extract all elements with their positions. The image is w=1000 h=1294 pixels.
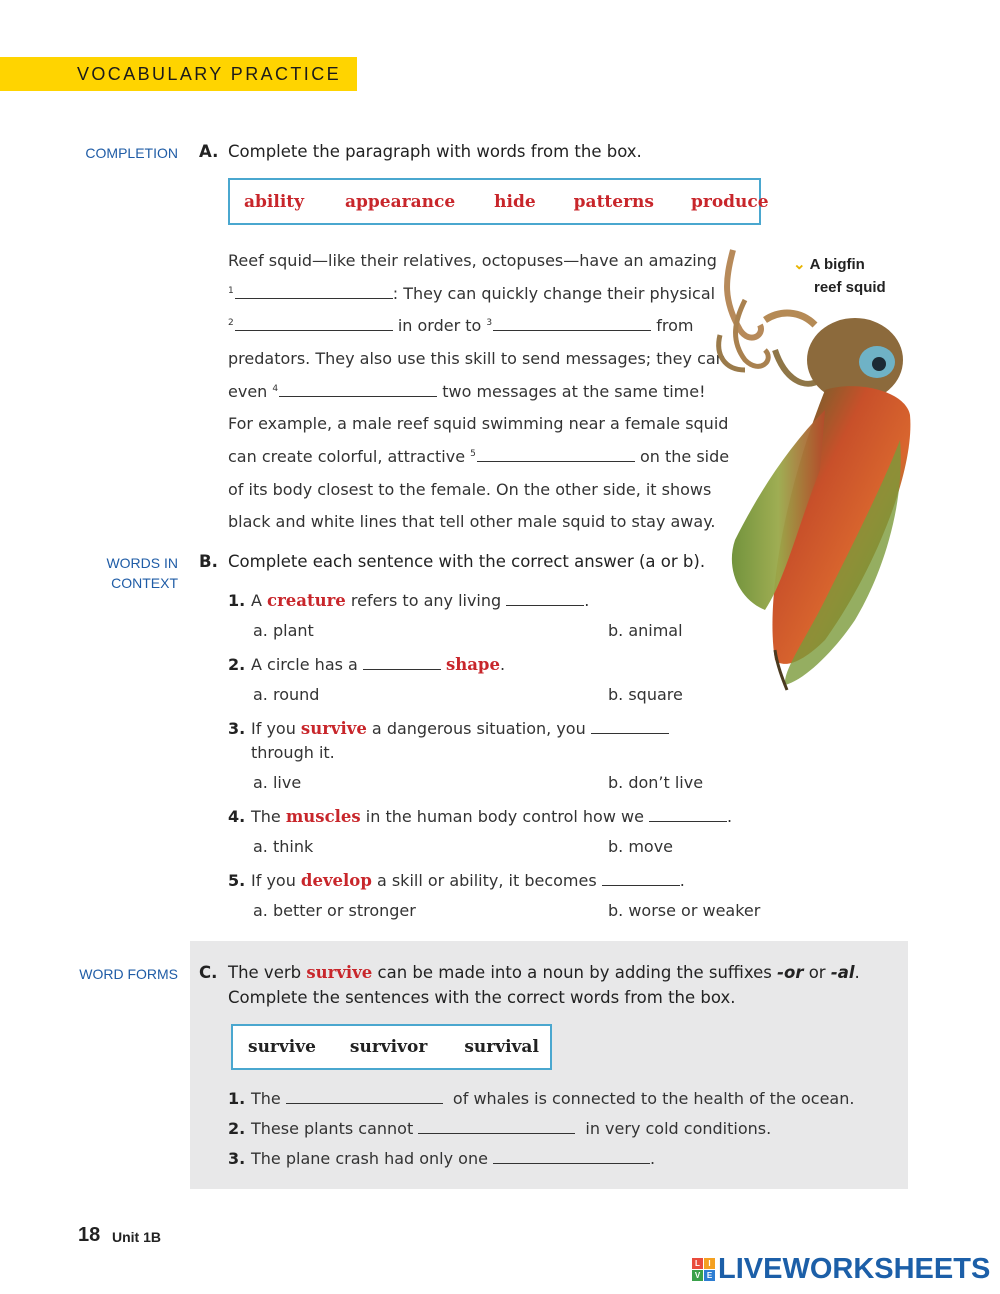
logo-cell: E	[704, 1270, 715, 1281]
sentence-number: 2.	[228, 1119, 246, 1138]
blank-number-1: 1	[228, 286, 234, 296]
paragraph-text: can create colorful, attractive	[228, 447, 471, 466]
question-number: 3.	[228, 719, 246, 738]
paragraph-text: in order to	[392, 316, 487, 335]
question-text: a skill or ability, it becomes	[371, 871, 602, 890]
paragraph-text: even	[228, 382, 273, 401]
blank-number-4: 4	[272, 384, 279, 394]
unit-label: Unit 1B	[112, 1229, 161, 1245]
option-b[interactable]: b. animal	[608, 621, 683, 640]
question-text: refers to any living	[345, 591, 507, 610]
word-produce: produce	[690, 191, 769, 212]
answer-blank[interactable]	[591, 733, 669, 734]
bigfin-squid-image	[705, 240, 915, 695]
answer-blank[interactable]	[602, 885, 680, 886]
option-b[interactable]: b. worse or weaker	[608, 901, 761, 920]
question-3	[228, 719, 669, 738]
word-patterns: patterns	[573, 191, 654, 212]
word-box-c	[231, 1024, 552, 1070]
question-number: 4.	[228, 807, 246, 826]
instruction-text: .	[854, 963, 860, 982]
paragraph-line-6: For example, a male reef squid swimming near a female squid	[228, 414, 729, 433]
side-label-line-1: WORDS IN	[106, 555, 178, 571]
paragraph-line-7	[228, 447, 729, 466]
option-b[interactable]: b. square	[608, 685, 683, 704]
question-text: If you	[251, 719, 301, 738]
sentence-2	[228, 1119, 771, 1138]
sentence-text: of whales is connected to the health of the ocean.	[447, 1089, 855, 1108]
option-a[interactable]: a. plant	[253, 621, 314, 640]
answer-blank[interactable]	[506, 605, 584, 606]
blank-1[interactable]	[235, 298, 393, 299]
side-label-words-in-context	[60, 553, 178, 593]
blank-number-5: 5	[470, 449, 476, 459]
word-box-a	[228, 178, 769, 225]
question-number: 2.	[228, 655, 246, 674]
side-label-line-2: CONTEXT	[111, 575, 178, 591]
section-c-instruction-2: Complete the sentences with the correct words from the box.	[228, 988, 736, 1007]
word-hide: hide	[494, 191, 536, 212]
word-survive: survive	[248, 1037, 316, 1057]
sentence-1	[228, 1089, 854, 1108]
question-1	[228, 591, 589, 610]
question-text: If you	[251, 871, 301, 890]
keyword-muscles: muscles	[285, 807, 361, 826]
chevron-down-icon: ⌄	[793, 256, 806, 273]
instruction-text: can be made into a noun by adding the suffixes	[372, 963, 778, 982]
blank-5[interactable]	[477, 461, 635, 462]
paragraph-line-9: black and white lines that tell other male squid to stay away.	[228, 512, 716, 531]
keyword-shape: shape	[445, 655, 500, 674]
logo-cell: I	[704, 1258, 715, 1269]
question-4	[228, 807, 732, 826]
question-text: .	[679, 871, 685, 890]
blank-2[interactable]	[235, 330, 393, 331]
page-number: 18	[78, 1224, 101, 1246]
answer-blank[interactable]	[493, 1163, 650, 1164]
liveworksheets-logo	[692, 1253, 990, 1286]
paragraph-line-2	[228, 284, 715, 303]
answer-blank[interactable]	[286, 1103, 443, 1104]
question-text: in the human body control how we	[360, 807, 650, 826]
word-appearance: appearance	[345, 191, 456, 212]
answer-blank[interactable]	[363, 669, 441, 670]
option-a[interactable]: a. live	[253, 773, 302, 792]
sentence-text: The plane crash had only one	[251, 1149, 494, 1168]
caption-line-2: reef squid	[814, 279, 886, 296]
section-a-instruction: Complete the paragraph with words from the box.	[228, 142, 642, 161]
keyword-survive: survive	[300, 719, 367, 738]
sentence-number: 1.	[228, 1089, 246, 1108]
logo-text: LIVEWORKSHEETS	[718, 1253, 991, 1285]
paragraph-text: from	[651, 316, 694, 335]
paragraph-line-1: Reef squid—like their relatives, octopuses—have an amazing	[228, 251, 717, 270]
question-text: .	[727, 807, 733, 826]
paragraph-line-4: predators. They also use this skill to send messages; they can	[228, 349, 726, 368]
logo-grid-icon	[692, 1258, 715, 1281]
logo-cell: L	[692, 1258, 703, 1269]
question-text: a dangerous situation, you	[366, 719, 591, 738]
keyword-develop: develop	[300, 871, 372, 890]
section-b-instruction: Complete each sentence with the correct answer (a or b).	[228, 552, 706, 571]
option-a[interactable]: a. better or stronger	[253, 901, 416, 920]
side-label-word-forms: WORD FORMS	[79, 966, 178, 982]
question-text: The	[251, 807, 286, 826]
blank-number-2: 2	[228, 318, 234, 328]
image-caption	[793, 253, 886, 299]
paragraph-line-5	[228, 382, 706, 401]
question-text: A circle has a	[251, 655, 363, 674]
paragraph-line-3	[228, 316, 693, 335]
word-survival: survival	[464, 1037, 539, 1057]
instruction-text: The verb	[228, 963, 307, 982]
section-c-instruction-1	[228, 960, 860, 985]
sentence-text: The	[251, 1089, 286, 1108]
blank-4[interactable]	[279, 396, 437, 397]
paragraph-text: on the side	[634, 447, 730, 466]
question-3-continued: through it.	[251, 743, 335, 762]
sentence-3	[228, 1149, 655, 1168]
answer-blank[interactable]	[649, 821, 727, 822]
question-text: .	[499, 655, 506, 674]
option-b[interactable]: b. don’t live	[608, 773, 704, 792]
word-survivor: survivor	[349, 1037, 428, 1057]
instruction-text: or	[803, 963, 831, 982]
section-banner	[0, 57, 357, 91]
suffix-or: -or	[777, 963, 804, 982]
sentence-text: in very cold conditions.	[580, 1119, 772, 1138]
section-b-letter: B.	[199, 552, 218, 571]
blank-3[interactable]	[493, 330, 651, 331]
question-number: 1.	[228, 591, 246, 610]
option-a[interactable]: a. round	[253, 685, 320, 704]
caption-line-1: A bigfin	[809, 256, 865, 273]
option-a[interactable]: a. think	[253, 837, 314, 856]
banner-title: VOCABULARY PRACTICE	[77, 64, 341, 84]
sentence-text: These plants cannot	[251, 1119, 419, 1138]
answer-blank[interactable]	[418, 1133, 575, 1134]
suffix-al: -al	[830, 963, 855, 982]
side-label-completion: COMPLETION	[85, 145, 178, 161]
paragraph-text: two messages at the same time!	[437, 382, 706, 401]
question-text: A	[251, 591, 268, 610]
section-a-letter: A.	[199, 142, 219, 161]
keyword-survive: survive	[306, 963, 373, 982]
section-c-letter: C.	[199, 963, 218, 982]
question-text: .	[584, 591, 590, 610]
paragraph-text: : They can quickly change their physical	[392, 284, 716, 303]
keyword-creature: creature	[267, 591, 346, 610]
sentence-text: .	[650, 1149, 656, 1168]
word-ability: ability	[244, 191, 305, 212]
question-2	[228, 655, 505, 674]
sentence-number: 3.	[228, 1149, 246, 1168]
question-number: 5.	[228, 871, 246, 890]
blank-number-3: 3	[486, 318, 493, 328]
option-b[interactable]: b. move	[608, 837, 674, 856]
question-5	[228, 871, 685, 890]
logo-cell: V	[692, 1270, 703, 1281]
paragraph-line-8: of its body closest to the female. On the other side, it shows	[228, 480, 712, 499]
